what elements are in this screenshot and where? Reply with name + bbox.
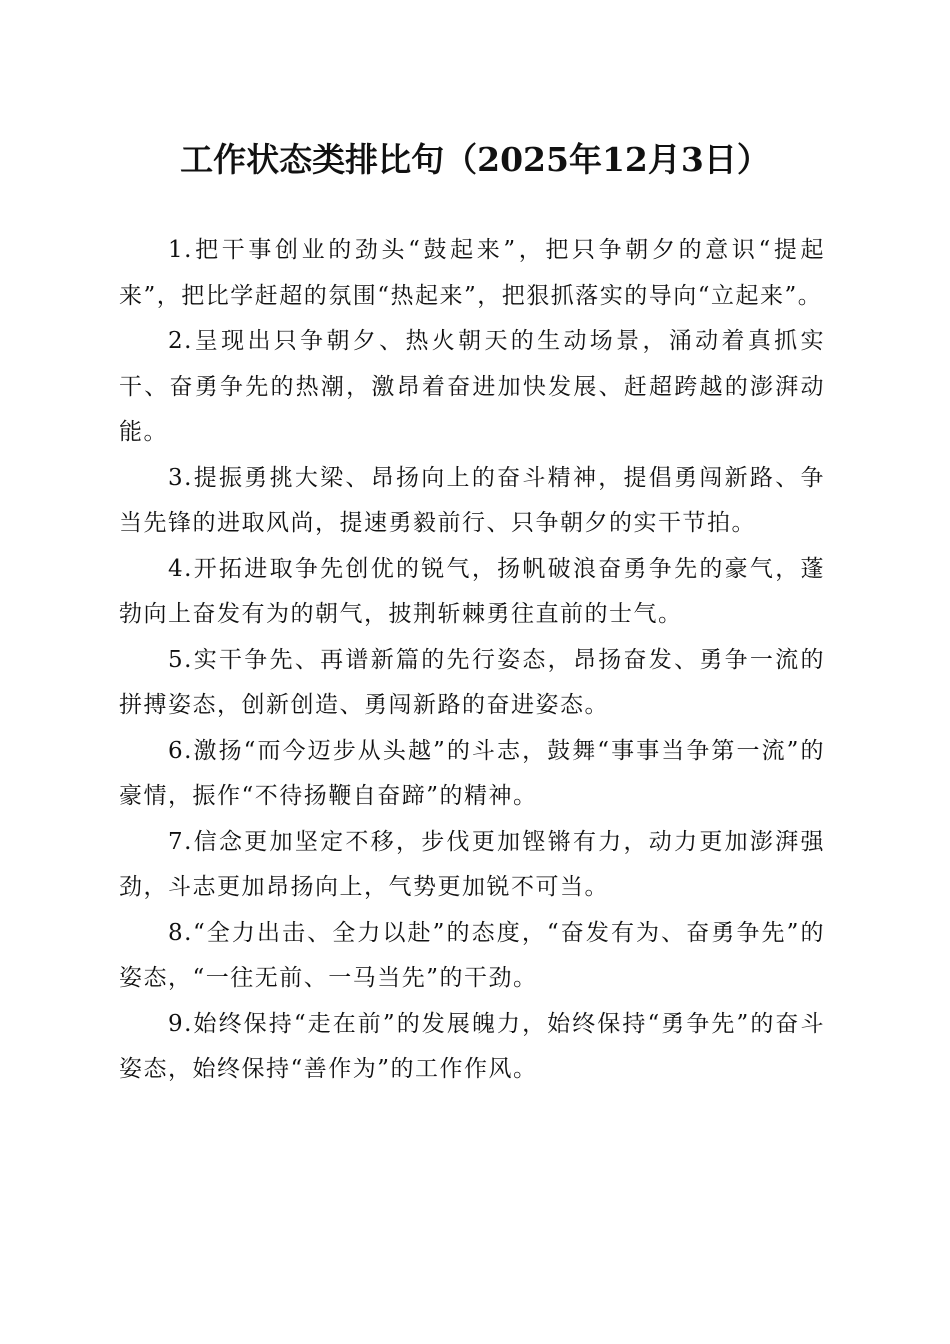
document-title: 工作状态类排比句（2025年12月3日） <box>180 140 770 179</box>
paragraph-9: 9.始终保持“走在前”的发展魄力，始终保持“勇争先”的奋斗姿态，始终保持“善作为”的工作作风。 <box>119 1010 825 1082</box>
paragraph-5: 5.实干争先、再谱新篇的先行姿态，昂扬奋发、勇争一流的拼搏姿态，创新创造、勇闯新路的奋进姿态。 <box>119 646 825 718</box>
paragraph-7: 7.信念更加坚定不移，步伐更加铿锵有力，动力更加澎湃强劲，斗志更加昂扬向上，气势更加锐不可当。 <box>119 828 825 900</box>
paragraph-8: 8.“全力出击、全力以赴”的态度，“奋发有为、奋勇争先”的姿态，“一往无前、一马当先”的干劲。 <box>119 919 825 991</box>
document-body <box>119 228 825 1093</box>
paragraph-2: 2.呈现出只争朝夕、热火朝天的生动场景，涌动着真抓实干、奋勇争先的热潮，激昂着奋进加快发展、赶超跨越的澎湃动能。 <box>119 328 825 445</box>
paragraph-1: 1.把干事创业的劲头“鼓起来”，把只争朝夕的意识“提起来”，把比学赶超的氛围“热起来”，把狠抓落实的导向“立起来”。 <box>119 237 825 309</box>
paragraph-3: 3.提振勇挑大梁、昂扬向上的奋斗精神，提倡勇闯新路、争当先锋的进取风尚，提速勇毅前行、只争朝夕的实干节拍。 <box>119 464 825 536</box>
paragraph-6: 6.激扬“而今迈步从头越”的斗志，鼓舞“事事当争第一流”的豪情，振作“不待扬鞭自奋蹄”的精神。 <box>119 737 825 809</box>
paragraph-4: 4.开拓进取争先创优的锐气，扬帆破浪奋勇争先的豪气，蓬勃向上奋发有为的朝气，披荆斩棘勇往直前的士气。 <box>119 555 825 627</box>
